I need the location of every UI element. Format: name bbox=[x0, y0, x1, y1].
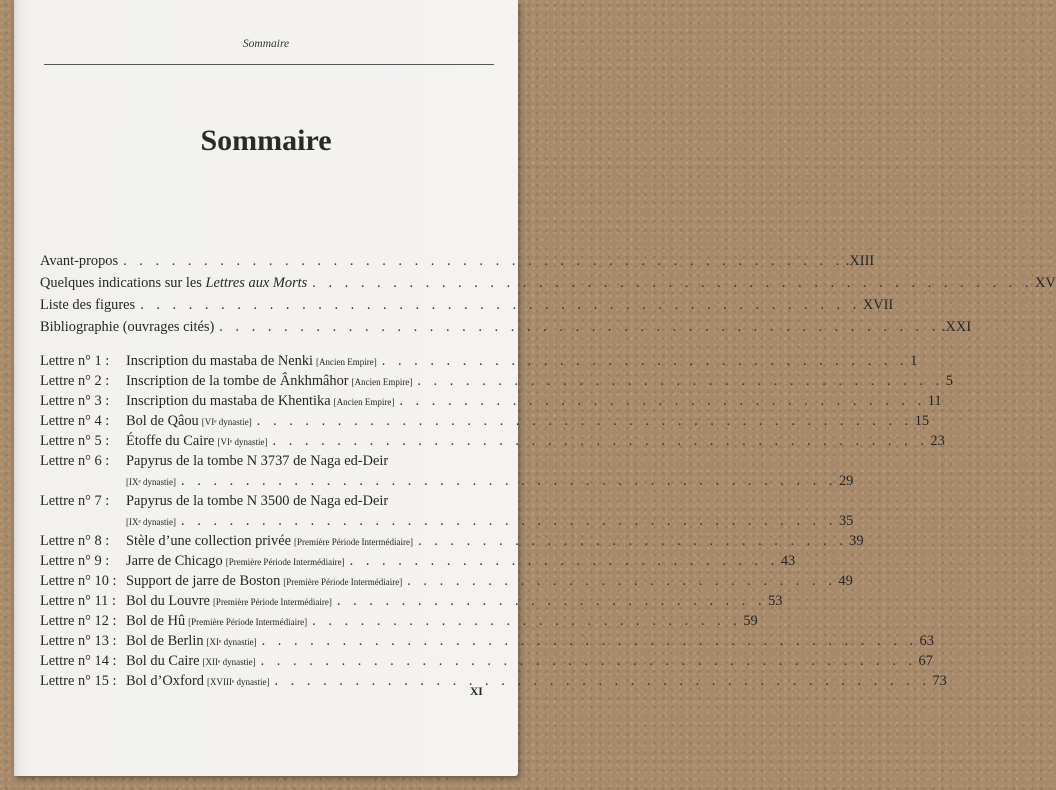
entry-title: Avant-propos bbox=[40, 253, 119, 269]
entry-title: Bol du Caire bbox=[126, 653, 200, 669]
letter-number: Lettre n° 14 : bbox=[40, 653, 117, 669]
entry-page: .XXI bbox=[941, 319, 972, 335]
letter-number: Lettre n° 7 : bbox=[40, 493, 110, 509]
period-tag: [IXᵉ dynastie] bbox=[126, 477, 177, 487]
letter-number: Lettre n° 5 : bbox=[40, 433, 110, 449]
letter-number: Lettre n° 15 : bbox=[40, 673, 117, 689]
dot-leader: . . . . . . . . . . . . . . . . . . . . . . . . . . . . . . . . . . . . . . . . . bbox=[261, 633, 918, 649]
entry-page: 5 bbox=[945, 373, 953, 389]
entry-page: 67 bbox=[918, 653, 933, 669]
entry-title: Inscription du mastaba de Khentika bbox=[126, 393, 331, 409]
period-tag: [Première Période Intermédiaire] bbox=[283, 577, 403, 587]
period-tag: [VIᵉ dynastie] bbox=[201, 417, 252, 427]
dot-leader: . . . . . . . . . . . . . . . . . . . . . . . . . . . . . . . . . . . . . . . . . bbox=[181, 513, 837, 529]
entry-title: Papyrus de la tombe N 3737 de Naga ed-Deir bbox=[126, 453, 389, 469]
period-tag: [Ancien Empire] bbox=[351, 377, 413, 387]
letter-number: Lettre n° 6 : bbox=[40, 453, 110, 469]
running-head: Sommaire bbox=[242, 38, 290, 50]
letter-number: Lettre n° 13 : bbox=[40, 633, 117, 649]
book-page bbox=[14, 0, 1056, 776]
entry-page: 35 bbox=[838, 513, 854, 529]
dot-leader: . . . . . . . . . . . . . . . . . . . . . . . . . . . . . . . . . bbox=[381, 353, 909, 369]
toc-entry-letter-4 bbox=[40, 413, 930, 432]
toc-entry-letter-2 bbox=[40, 373, 953, 392]
entry-title bbox=[40, 276, 307, 290]
period-tag: [Première Période Intermédiaire] bbox=[225, 557, 345, 567]
entry-title-part: Quelques indications sur les bbox=[40, 275, 206, 291]
dot-leader: . . . . . . . . . . . . . . . . . . . . . . . . . . . . . . . . . . . . . . . . . bbox=[256, 413, 913, 429]
letter-number: Lettre n° 11 : bbox=[40, 593, 116, 609]
dot-leader: . . . . . . . . . . . . . . . . . . . . . . . . . . . bbox=[312, 613, 742, 629]
entry-title: Bol du Louvre bbox=[126, 593, 210, 609]
entry-page: XV bbox=[1034, 275, 1056, 291]
toc-entry-letter-9 bbox=[40, 553, 796, 572]
letter-number: Lettre n° 3 : bbox=[40, 393, 110, 409]
toc-entry-letter-12 bbox=[40, 613, 758, 632]
entry-title: Bibliographie (ouvrages cités) bbox=[40, 319, 215, 335]
period-tag: [Ancien Empire] bbox=[316, 357, 377, 367]
entry-page: 73 bbox=[932, 673, 947, 689]
period-tag: [Première Période Intermédiaire] bbox=[188, 617, 308, 627]
period-tag: [IXᵉ dynastie] bbox=[126, 517, 177, 527]
toc-entry-letter-6 bbox=[40, 454, 482, 472]
entry-page: 15 bbox=[914, 413, 930, 429]
entry-page: 59 bbox=[743, 613, 758, 629]
page-title: Sommaire bbox=[200, 124, 332, 157]
toc-entry-letter-10 bbox=[40, 573, 853, 592]
period-tag: [Ancien Empire] bbox=[333, 397, 395, 407]
toc-entry-letter-14 bbox=[40, 653, 933, 672]
dot-leader: . . . . . . . . . . . . . . . . . . . . . . . . . . . bbox=[349, 553, 779, 569]
letter-number: Lettre n° 4 : bbox=[40, 413, 110, 429]
entry-title: Stèle d’une collection privée bbox=[126, 533, 292, 549]
entry-title: Bol de Berlin bbox=[126, 633, 204, 649]
dot-leader: . . . . . . . . . . . . . . . . . . . . . . . . . . . . . . . . . . . . . . . . . . . . . bbox=[123, 253, 844, 269]
dot-leader: . . . . . . . . . . . . . . . . . . . . . . . . . . . . . . . . . . . . . . . . . bbox=[181, 473, 837, 489]
letter-number: Lettre n° 2 : bbox=[40, 373, 110, 389]
entry-page: .XIII bbox=[845, 253, 875, 269]
period-tag: [XIᵉ dynastie] bbox=[206, 637, 257, 647]
entry-page: 1 bbox=[910, 353, 918, 369]
entry-title: Jarre de Chicago bbox=[126, 553, 223, 569]
entry-page: 39 bbox=[849, 533, 864, 549]
entry-title-italic: Lettres aux Morts bbox=[205, 275, 308, 291]
entry-title: Bol de Qâou bbox=[126, 413, 199, 429]
dot-leader: . . . . . . . . . . . . . . . . . . . . . . . . . . . bbox=[407, 573, 837, 589]
toc-entry-letter-13 bbox=[40, 633, 934, 652]
header-rule bbox=[44, 64, 494, 65]
entry-page: 63 bbox=[919, 633, 934, 649]
toc-entry-indications bbox=[40, 275, 1056, 294]
entry-title: Inscription de la tombe de Ânkhmâhor bbox=[126, 373, 349, 389]
dot-leader: . . . . . . . . . . . . . . . . . . . . . . . . . . . . . . . . . . . . . . . . . bbox=[260, 653, 917, 669]
toc-entry-letter-7-continued bbox=[40, 513, 854, 532]
entry-title: Étoffe du Caire bbox=[126, 433, 215, 449]
letter-number: Lettre n° 9 : bbox=[40, 553, 110, 569]
entry-title: Inscription du mastaba de Nenki bbox=[126, 353, 314, 369]
entry-title: Bol d’Oxford bbox=[126, 673, 204, 689]
letter-number: Lettre n° 1 : bbox=[40, 353, 110, 369]
dot-leader: . . . . . . . . . . . . . . . . . . . . . . . . . . . . . . . . . . . . . . . . . . . . . bbox=[140, 297, 861, 313]
dot-leader: . . . . . . . . . . . . . . . . . . . . . . . . . . . bbox=[417, 533, 848, 549]
entry-page: 53 bbox=[768, 593, 783, 609]
entry-page: XVII bbox=[862, 297, 894, 313]
dot-leader: . . . . . . . . . . . . . . . . . . . . . . . . . . . . . . . . . . . . . . . . . . . . . bbox=[312, 275, 1033, 291]
toc-entry-letter-5 bbox=[40, 433, 945, 452]
dot-leader: . . . . . . . . . . . . . . . . . . . . . . . . . . . . . . . . . . . . . . . . . bbox=[274, 673, 931, 689]
entry-page: 29 bbox=[838, 473, 854, 489]
letter-number: Lettre n° 12 : bbox=[40, 613, 117, 629]
dot-leader: . . . . . . . . . . . . . . . . . . . . . . . . . . . . . . . . . bbox=[399, 393, 926, 409]
toc-entry-avant-propos bbox=[40, 253, 875, 272]
entry-title: Bol de Hû bbox=[126, 613, 186, 629]
toc-entry-bibliographie bbox=[40, 319, 972, 338]
entry-page: 49 bbox=[838, 573, 853, 589]
toc-entry-letter-11 bbox=[40, 593, 783, 612]
period-tag: [XVIIIᵉ dynastie] bbox=[206, 677, 270, 687]
dot-leader: . . . . . . . . . . . . . . . . . . . . . . . . . . . bbox=[336, 593, 767, 609]
entry-title: Support de jarre de Boston bbox=[126, 573, 281, 589]
entry-page: 11 bbox=[927, 393, 942, 409]
toc-entry-letter-1 bbox=[40, 353, 918, 372]
dot-leader: . . . . . . . . . . . . . . . . . . . . . . . . . . . . . . . . . . . . . . . . . . . . . bbox=[219, 319, 940, 335]
period-tag: [Première Période Intermédiaire] bbox=[212, 597, 332, 607]
entry-page: 23 bbox=[930, 433, 945, 449]
toc-entry-letter-7 bbox=[40, 494, 482, 512]
period-tag: [Première Période Intermédiaire] bbox=[294, 537, 413, 547]
entry-title: Papyrus de la tombe N 3500 de Naga ed-Deir bbox=[126, 493, 389, 509]
toc-entry-figures bbox=[40, 297, 894, 316]
period-tag: [VIᵉ dynastie] bbox=[217, 437, 268, 447]
letter-number: Lettre n° 10 : bbox=[40, 573, 117, 589]
dot-leader: . . . . . . . . . . . . . . . . . . . . . . . . . . . . . . . . . bbox=[417, 373, 944, 389]
dot-leader: . . . . . . . . . . . . . . . . . . . . . . . . . . . . . . . . . . . . . . . . . bbox=[272, 433, 929, 449]
toc-entry-letter-8 bbox=[40, 533, 864, 552]
period-tag: [XIIᵉ dynastie] bbox=[202, 657, 256, 667]
letter-number: Lettre n° 8 : bbox=[40, 533, 110, 549]
entry-page: 43 bbox=[780, 553, 796, 569]
entry-title: Liste des figures bbox=[40, 297, 136, 313]
toc-entry-letter-6-continued bbox=[40, 473, 854, 492]
page-number: XI bbox=[470, 686, 483, 698]
toc-entry-letter-3 bbox=[40, 393, 942, 412]
